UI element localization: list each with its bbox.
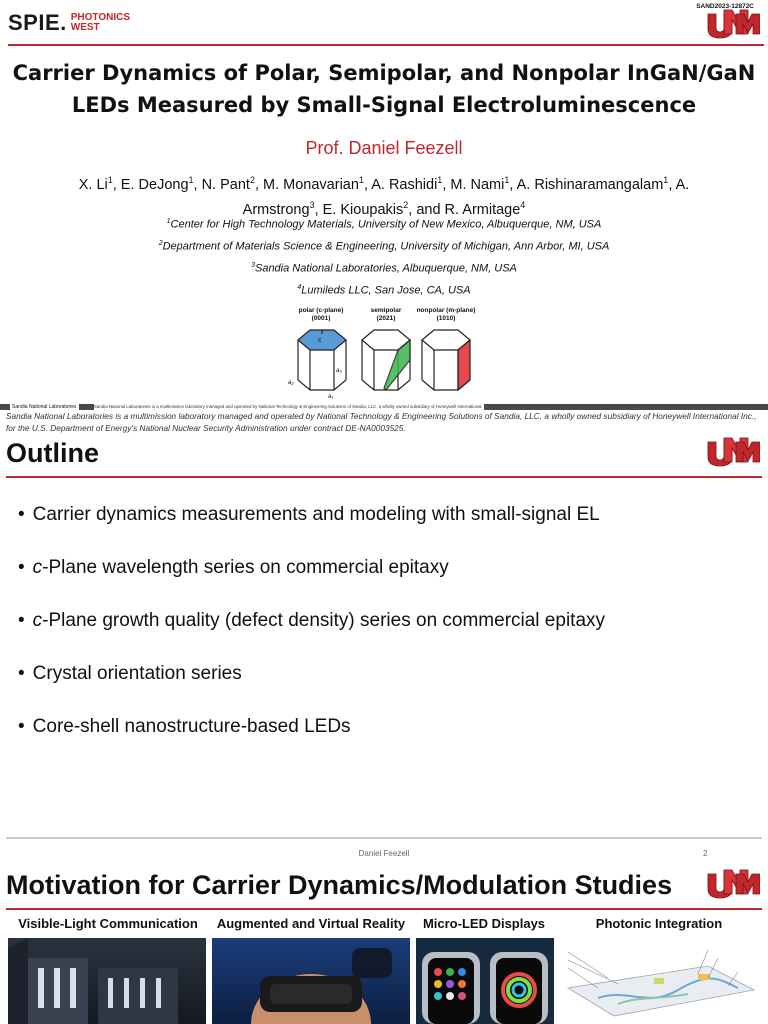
slide-title: Outline: [6, 438, 99, 468]
affiliation: [0, 284, 768, 297]
bullet-item: • Carrier dynamics measurements and modeling with small-signal EL: [18, 504, 600, 525]
footer-rule: [6, 837, 762, 839]
caption-ar-vr: Augmented and Virtual Reality: [216, 916, 406, 931]
affiliation-text: Lumileds LLC, San Jose, CA, USA: [301, 284, 471, 297]
page-number: 2: [703, 849, 708, 858]
photonic-chip-icon: [558, 938, 762, 1024]
svg-text:a₃: a₃: [336, 368, 342, 374]
photonic-integration-image: [558, 938, 762, 1024]
semipolar-label: semipolar: [370, 307, 402, 314]
outline-bullets: [18, 504, 605, 769]
nonpolar-prism: [422, 330, 470, 390]
bullet-item: • Crystal orientation series: [18, 663, 242, 684]
motivation-slide: [0, 862, 768, 1024]
affiliation-sup: 3: [251, 262, 255, 269]
smartwatch-icon: [416, 938, 554, 1024]
polar-label: polar (c-plane): [298, 307, 344, 314]
micro-led-image: [416, 938, 554, 1024]
bullet-text: -Plane wavelength series on commercial epitaxy: [42, 557, 449, 578]
bullet-item: • c-Plane wavelength series on commercial epitaxy: [18, 557, 449, 578]
semipolar-index: (2021): [376, 315, 396, 322]
header-rule: [8, 44, 764, 46]
affiliation-sup: 4: [297, 284, 302, 291]
svg-text:a₂: a₂: [288, 380, 294, 386]
bullet-text: Core-shell nanostructure-based LEDs: [32, 716, 351, 737]
vlc-scene-icon: [8, 938, 206, 1024]
author-sup: 1: [437, 175, 443, 185]
author-sup: 2: [403, 199, 409, 210]
author-line-2: [40, 195, 728, 220]
slide-title: [0, 57, 768, 121]
semipolar-prism: [362, 330, 410, 390]
bullet-text: Carrier dynamics measurements and modeling with small-signal EL: [32, 504, 600, 525]
author-list: [40, 170, 728, 220]
title-line-2: LEDs Measured by Small-Signal Electroluminescence: [71, 93, 697, 117]
author-text: , and R. Armitage: [408, 201, 521, 218]
author-sup: 4: [520, 199, 526, 210]
footer-author: Daniel Feezell: [358, 849, 410, 858]
author-sup: 1: [107, 175, 113, 185]
outline-slide: [0, 410, 768, 842]
title-rule: [6, 476, 762, 478]
bullet-text: Crystal orientation series: [32, 663, 242, 684]
sandia-logo: Sandia National Laboratories: [12, 404, 77, 410]
spie-sub-west: WEST: [70, 22, 100, 33]
spie-wordmark: SPIE.: [8, 10, 67, 35]
bullet-item: • Core-shell nanostructure-based LEDs: [18, 716, 351, 737]
author-text: , E. DeJong: [112, 176, 189, 193]
sand-number: SAND2023-12872C: [696, 3, 754, 10]
author-text: , M. Nami: [442, 176, 505, 193]
author-line-1: [40, 170, 728, 195]
affiliation-text: Sandia National Laboratories, Albuquerque, NM, USA: [254, 262, 517, 275]
bullet-prefix: c: [32, 610, 43, 631]
affiliation-text: Center for High Technology Materials, University of New Mexico, Albuquerque, NM, USA: [170, 218, 602, 231]
caption-photonic-integration: Photonic Integration: [595, 916, 723, 931]
affiliation-sup: 1: [166, 218, 171, 225]
affiliation: [0, 218, 768, 231]
presenter-name: Prof. Daniel Feezell: [305, 138, 463, 158]
caption-vlc: Visible-Light Communication: [18, 916, 198, 931]
slide-title: Motivation for Carrier Dynamics/Modulation Studies: [6, 870, 673, 900]
svg-text:a₁: a₁: [328, 394, 334, 400]
vr-headset-icon: [212, 938, 410, 1024]
title-slide: [0, 0, 768, 410]
polar-prism: [288, 330, 346, 400]
author-sup: 2: [249, 175, 255, 185]
affiliation-sup: 2: [158, 240, 163, 247]
caption-micro-led: Micro-LED Displays: [422, 916, 546, 931]
author-sup: 1: [188, 175, 194, 185]
unm-logo-icon: [706, 8, 760, 40]
crystal-orientation-figure: [288, 304, 482, 400]
nonpolar-label: nonpolar (m-plane): [416, 307, 476, 314]
author-sup: 3: [309, 199, 315, 210]
bullet-item: • c-Plane growth quality (defect density) series on commercial epitaxy: [18, 610, 606, 631]
author-text: , A. Rishinaramangalam: [509, 176, 664, 193]
spie-subtitle: [71, 13, 130, 33]
unm-logo-icon: [706, 436, 760, 468]
unm-logo-icon: [706, 868, 760, 900]
author-sup: 1: [663, 175, 669, 185]
author-sup: 1: [504, 175, 510, 185]
author-text: , E. Kioupakis: [314, 201, 404, 218]
slide-header: [0, 0, 768, 46]
bullet-prefix: c: [32, 557, 43, 578]
title-rule: [6, 908, 762, 910]
bullet-text: -Plane growth quality (defect density) series on commercial epitaxy: [42, 610, 606, 631]
snl-notice-overflow: Sandia National Laboratories is a multimission laboratory managed and operated by National Technology & Engineering Solutions of Sandia, LLC, a wholly owned subsidiary of Honeywell International Inc., for the U.S. Department of Energy's National Nuclear Security Administration under contract DE-NA0003525.: [6, 411, 757, 433]
title-line-1: Carrier Dynamics of Polar, Semipolar, and Nonpolar InGaN/GaN: [12, 61, 756, 85]
author-text: , N. Pant: [193, 176, 250, 193]
spie-logo: [8, 10, 130, 36]
snl-notice: Sandia National Laboratories is a multimission laboratory managed and operated by National Technology & Engineering Solutions of Sandia, LLC, a wholly owned subsidiary of Honeywell International: [94, 404, 484, 410]
spie-sub-photonics: PHOTONICS: [70, 12, 131, 23]
author-text: , M. Monavarian: [254, 176, 359, 193]
svg-text:c: c: [318, 337, 322, 344]
polar-index: (0001): [311, 315, 331, 322]
author-text: , A.: [668, 176, 690, 193]
affiliation: [0, 262, 768, 275]
nonpolar-index: (1010): [436, 315, 456, 322]
ar-vr-image: [212, 938, 410, 1024]
author-text: Armstrong: [242, 201, 310, 218]
author-sup: 1: [358, 175, 364, 185]
affiliation-text: Department of Materials Science & Engineering, University of Michigan, Ann Arbor, MI, USA: [162, 240, 610, 253]
author-text: , A. Rashidi: [363, 176, 438, 193]
affiliation: [0, 240, 768, 253]
vlc-image: [8, 938, 206, 1024]
author-text: X. Li: [78, 176, 108, 193]
